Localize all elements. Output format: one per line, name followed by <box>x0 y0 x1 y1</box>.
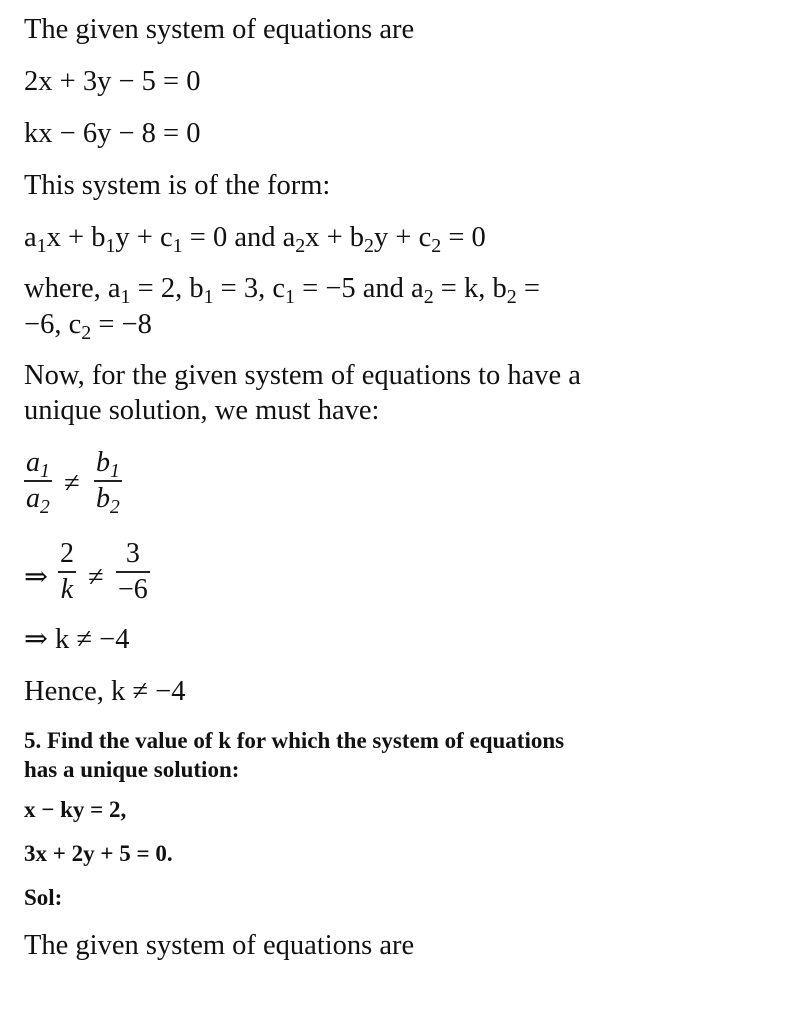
implication-step: ⇒ k ≠ −4 <box>24 624 130 655</box>
conclusion: Hence, k ≠ −4 <box>24 676 186 707</box>
coefficients-line-2: −6, $c_2 = -8$ <box>24 309 152 344</box>
equation-1: 2x + 3y − 5 = 0 <box>24 66 201 97</box>
fraction-2-k: 2 k <box>60 538 74 605</box>
outro-text: The given system of equations are <box>24 930 415 961</box>
question-5-line-1: 5. Find the value of k for which the system of equations <box>24 728 565 753</box>
intro-text: The given system of equations are <box>24 14 415 45</box>
not-equal-sign-2: ≠ <box>88 562 104 593</box>
question-5-line-2: has a unique solution: <box>24 757 240 782</box>
question-5-equation-2: 3x + 2y + 5 = 0. <box>24 841 173 866</box>
form-intro: This system is of the form: <box>24 170 331 201</box>
fraction-3-minus6: 3 −6 <box>118 538 148 605</box>
coefficients-line-1: where, $a_1 = 2$, $b_1 = 3$, $c_1 = -5$ and $a_2 = k$, $b_2$ = <box>24 273 540 308</box>
implies-arrow: ⇒ <box>24 562 48 593</box>
fraction-a1-a2: $a_1$ $a_2$ <box>26 447 50 518</box>
fraction-b1-b2: $b_1$ $b_2$ <box>96 447 120 518</box>
solution-label: Sol: <box>24 885 63 910</box>
condition-line-1: Now, for the given system of equations to have a <box>24 360 581 391</box>
general-form: $a_1x + b_1y + c_1 = 0$ and $a_2x + b_2y + c_2 = 0$ <box>24 222 486 257</box>
condition-line-2: unique solution, we must have: <box>24 395 380 426</box>
question-5-equation-1: x − ky = 2, <box>24 797 127 822</box>
equation-2: kx − 6y − 8 = 0 <box>24 118 201 149</box>
not-equal-sign: ≠ <box>64 468 80 499</box>
